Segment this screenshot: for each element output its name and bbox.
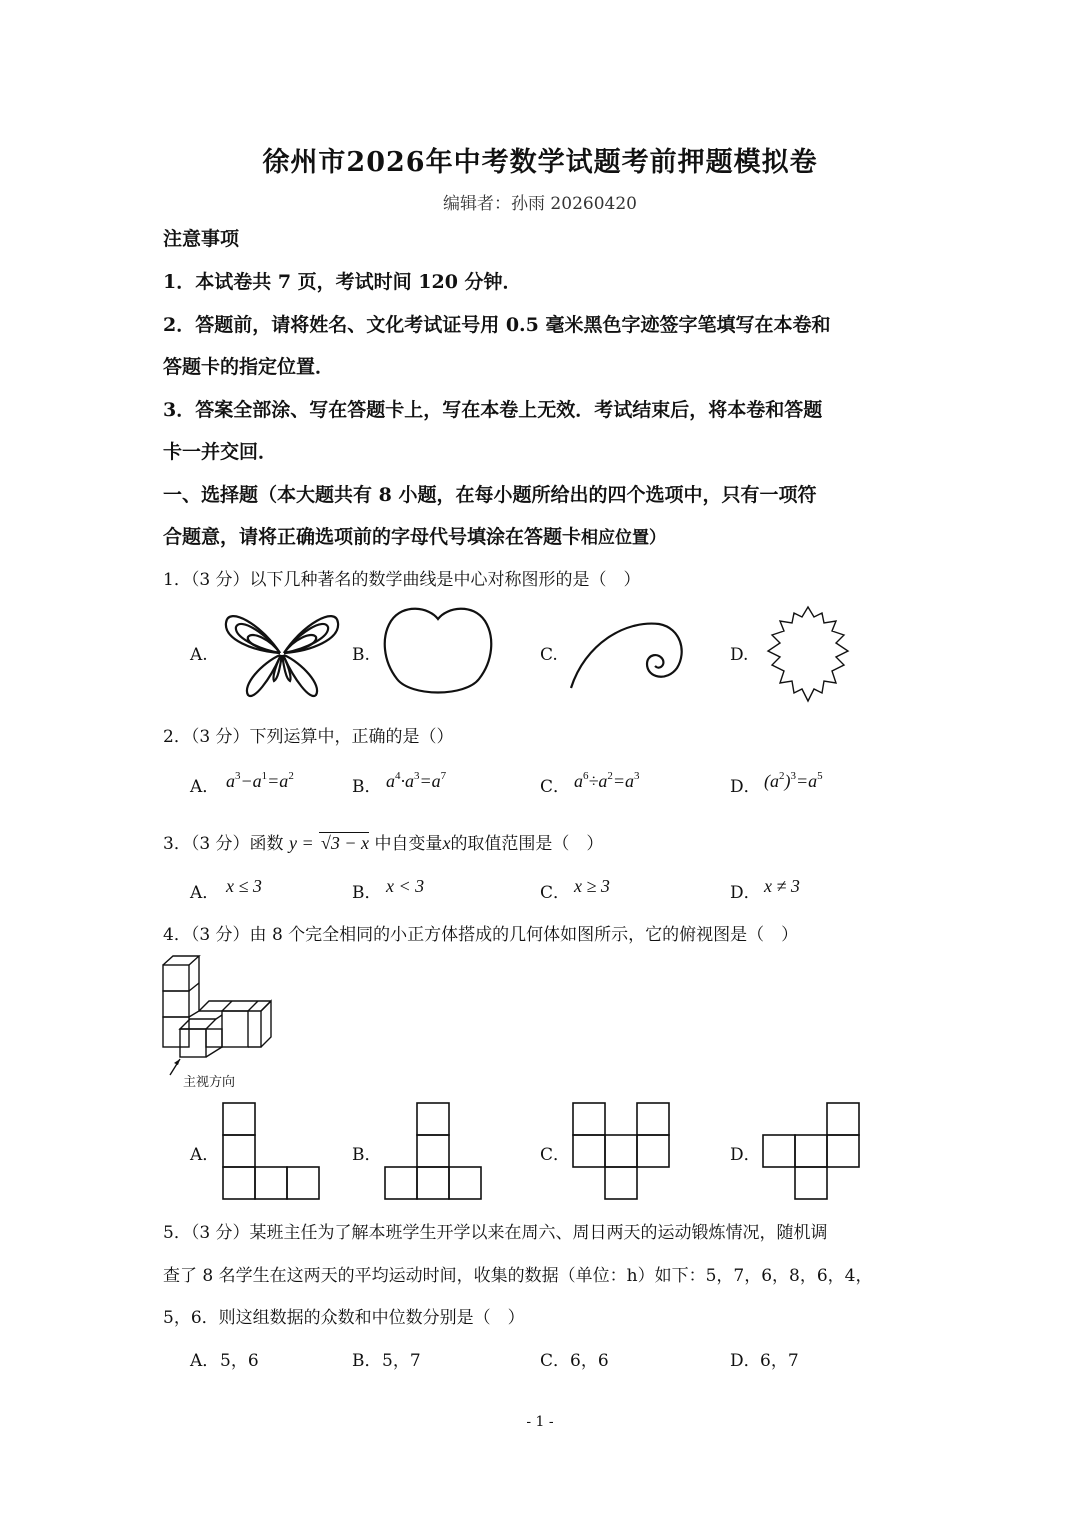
q4-label-c: C．	[540, 1145, 571, 1165]
page-number: - 1 -	[526, 1414, 554, 1430]
q3-label-c: C．	[540, 883, 571, 903]
q2-option-c: $a^6\div a^2=a^3$	[574, 770, 640, 791]
q5-line-2: 查了 8 名学生在这两天的平均运动时间，收集的数据（单位：h）如下：5，7，6，8，6，4，	[163, 1266, 873, 1286]
section-heading-line2	[163, 522, 666, 549]
q4-grid-d	[762, 1102, 862, 1198]
q4-label-d: D．	[730, 1145, 761, 1165]
q2-option-b: $a^4\cdot a^3=a^7$	[386, 770, 447, 791]
grid-cell	[637, 1135, 669, 1167]
butterfly-curve-icon	[222, 605, 342, 700]
notice-item-3: 3．答案全部涂、写在答题卡上，写在本卷上无效．考试结束后，将本卷和答题	[163, 399, 823, 421]
grid-cell	[605, 1167, 637, 1199]
section-heading-line2-bold: 合题意，请将正确选项前的字母代号填涂在答题卡	[163, 526, 582, 548]
grid-cell	[763, 1135, 795, 1167]
q2-label-a: A．	[190, 777, 220, 797]
q3-option-b: x < 3	[386, 876, 425, 896]
q5-option-d: 6，7	[760, 1351, 799, 1371]
q5-line-3: 5，6．则这组数据的众数和中位数分别是（ ）	[163, 1308, 525, 1328]
q5-line-1: 5．（3 分）某班主任为了解本班学生开学以来在周六、周日两天的运动锻炼情况，随机调	[163, 1223, 828, 1243]
section-heading-line2-small: 相应位置）	[581, 528, 667, 548]
grid-cell	[287, 1167, 319, 1199]
q1-stem: 1．（3 分）以下几种著名的数学曲线是中心对称图形的是（ ）	[163, 570, 641, 590]
grid-cell	[417, 1103, 449, 1135]
q2-label-d: D．	[730, 777, 761, 797]
q3-option-c: x ≥ 3	[574, 876, 610, 896]
grid-cell	[449, 1167, 481, 1199]
notice-item-2: 2．答题前，请将姓名、文化考试证号用 0.5 毫米黑色字迹签字笔填写在本卷和	[163, 314, 831, 336]
q1-label-a: A.	[190, 645, 208, 665]
q2-label-b: B．	[352, 777, 382, 797]
notice-heading: 注意事项	[163, 228, 240, 250]
q4-label-a: A．	[190, 1145, 220, 1165]
q4-label-b: B．	[352, 1145, 382, 1165]
q2-option-a: $a^3-a^1=a^2$	[226, 770, 294, 791]
q3-func-lhs: y =	[288, 833, 314, 853]
grid-cell	[385, 1167, 417, 1199]
q5-label-d: D．	[730, 1351, 761, 1371]
grid-cell	[795, 1167, 827, 1199]
q2-option-d: $(a^2)^3=a^5$	[764, 770, 823, 791]
q4-grid-c	[572, 1102, 672, 1198]
grid-cell	[223, 1167, 255, 1199]
grid-cell	[223, 1135, 255, 1167]
q5-label-c: C．	[540, 1351, 571, 1371]
grid-cell	[637, 1103, 669, 1135]
q5-option-b: 5，7	[382, 1351, 421, 1371]
q5-label-a: A．	[190, 1351, 220, 1371]
grid-cell	[827, 1135, 859, 1167]
q4-grid-a	[222, 1102, 322, 1198]
grid-cell	[573, 1103, 605, 1135]
q5-label-b: B．	[352, 1351, 382, 1371]
q3-label-d: D．	[730, 883, 761, 903]
q3-label-b: B．	[352, 883, 382, 903]
section-heading-line1: 一、选择题（本大题共有 8 小题，在每小题所给出的四个选项中，只有一项符	[163, 484, 817, 506]
page-title: 徐州市2026年中考数学试题考前押题模拟卷	[262, 147, 818, 178]
q3-option-a: x ≤ 3	[226, 876, 262, 896]
q4-grid-b	[384, 1102, 484, 1198]
q1-label-d: D.	[730, 645, 749, 665]
grid-cell	[255, 1167, 287, 1199]
notice-item-1: 1．本试卷共 7 页，考试时间 120 分钟．	[163, 271, 522, 293]
grid-cell	[795, 1135, 827, 1167]
view-direction-label: 主视方向	[183, 1075, 236, 1090]
grid-cell	[827, 1103, 859, 1135]
q2-stem: 2．（3 分）下列运算中，正确的是（）	[163, 727, 454, 747]
grid-cell	[573, 1135, 605, 1167]
q4-stem: 4．（3 分）由 8 个完全相同的小正方体搭成的几何体如图所示，它的俯视图是（ ）	[163, 925, 799, 945]
q3-stem: 3．（3 分）函数 y = √3 − x 中自变量x的取值范围是（ ）	[163, 833, 604, 854]
spiral-curve-icon	[567, 618, 687, 690]
q3-option-d: x ≠ 3	[764, 876, 800, 896]
editor-line: 编辑者：孙雨 20260420	[443, 194, 637, 214]
grid-cell	[605, 1135, 637, 1167]
cube-stack-figure	[160, 953, 275, 1073]
q5-option-a: 5，6	[220, 1351, 259, 1371]
grid-cell	[417, 1167, 449, 1199]
cardioid-curve-icon	[381, 605, 496, 702]
notice-item-2-cont: 答题卡的指定位置．	[163, 356, 335, 378]
q1-label-b: B.	[352, 645, 370, 665]
q3-radicand: √3 − x	[321, 833, 370, 853]
q5-option-c: 6，6	[570, 1351, 609, 1371]
koch-snowflake-icon	[758, 605, 858, 703]
q3-label-a: A．	[190, 883, 220, 903]
q2-label-c: C．	[540, 777, 571, 797]
q1-label-c: C.	[540, 645, 558, 665]
grid-cell	[223, 1103, 255, 1135]
grid-cell	[417, 1135, 449, 1167]
notice-item-3-cont: 卡一并交回．	[163, 441, 278, 463]
